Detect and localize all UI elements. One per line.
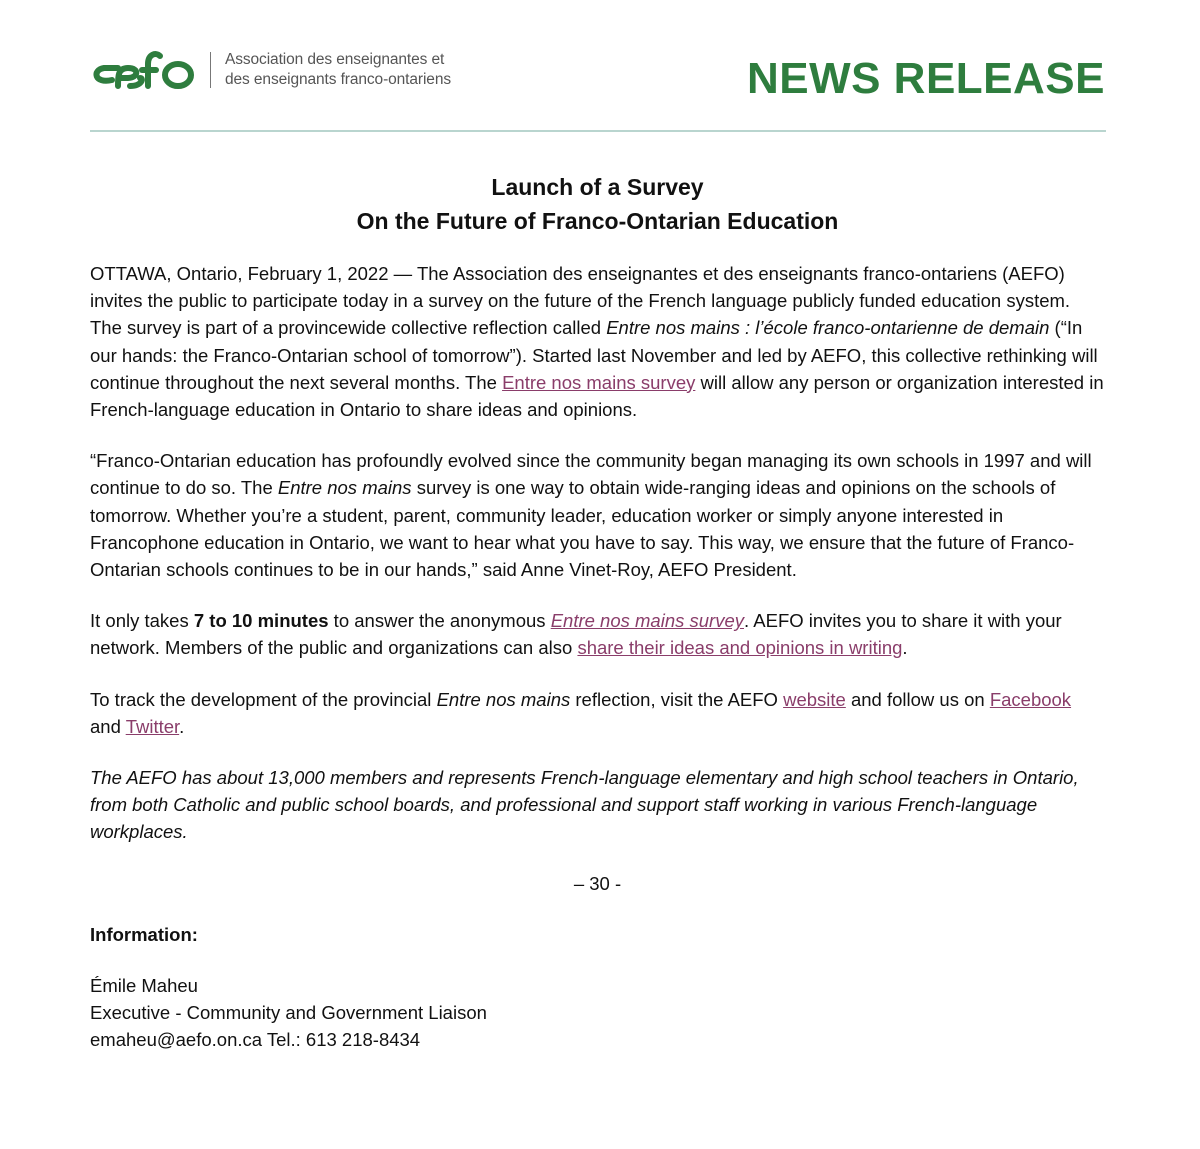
italic-text: Entre nos mains: [436, 688, 571, 710]
text: survey is one way to obtain wide-ranging ideas and opinions on the schools of tomorrow. Whether you’re a student, parent, community leader, education worker or simply anyone interested in Francophone education in Ontario, we want to hear what you have to say. This way, we ensure that the future of Franco-Ontarian schools continues to be in our hands,” said Anne Vinet-Roy, AEFO President.: [90, 477, 1075, 581]
text: (“In our hands: the Franco-Ontarian school of tomorrow”). Started last November and led by AEFO, this collective rethinking will continue throughout the next several months. The: [90, 317, 1098, 393]
text: to answer the anonymous: [328, 610, 551, 632]
bold-text: 7 to 10 minutes: [193, 610, 329, 632]
facebook-link[interactable]: Facebook: [989, 688, 1072, 710]
paragraph-about: [90, 764, 1105, 846]
text: It only takes: [90, 610, 194, 632]
text: To track the development of the provincial: [90, 688, 437, 710]
logo-separator: [210, 52, 211, 88]
aefo-logo-icon: [90, 48, 198, 92]
share-ideas-link[interactable]: share their ideas and opinions in writing: [577, 637, 903, 659]
survey-link[interactable]: Entre nos mains survey: [502, 371, 696, 393]
contact-block: [90, 972, 1105, 1054]
headline-line-2: On the Future of Franco-Ontarian Education: [356, 208, 839, 234]
italic-text: Entre nos mains : l’école franco-ontarienne de demain: [606, 317, 1050, 339]
contact-role: Executive - Community and Government Liaison: [90, 1002, 487, 1024]
release-body: [90, 260, 1105, 1078]
text: . AEFO invites you to share it with your network. Members of the public and organizations can also: [90, 610, 1062, 659]
text: reflection, visit the AEFO: [570, 688, 784, 710]
paragraph-survey-time: [90, 607, 1105, 661]
news-release-title: NEWS RELEASE: [746, 54, 1105, 103]
aefo-logo: [90, 48, 451, 92]
text: .: [902, 637, 908, 659]
text: and: [90, 715, 126, 737]
website-link[interactable]: website: [783, 688, 846, 710]
org-name-line-1: Association des enseignantes et: [225, 51, 445, 68]
closing-mark: – 30 -: [573, 872, 622, 894]
about-text: The AEFO has about 13,000 members and represents French-language elementary and high school teachers in Ontario, from both Catholic and public school boards, and professional and support staff working in various French-language workplaces.: [90, 767, 1079, 843]
italic-text: Entre nos mains: [277, 477, 412, 499]
text: “Franco-Ontarian education has profoundly evolved since the community began managing its own schools in 1997 and will continue to do so. The: [90, 450, 1092, 499]
information-heading: Information:: [90, 923, 198, 945]
headline: [90, 170, 1105, 238]
paragraph-intro: [90, 260, 1105, 423]
contact-name: Émile Maheu: [90, 975, 198, 997]
text: will allow any person or organization interested in French-language education in Ontario to share ideas and opinions.: [90, 371, 1104, 421]
text: OTTAWA, Ontario, February 1, 2022 — The Association des enseignantes et des enseignants franco-ontariens (AEFO) invites the public to participate today in a survey on the future of the French language publicly funded education system. The survey is part of a provincewide collective reflection called: [90, 263, 1071, 339]
paragraph-quote: [90, 447, 1105, 583]
text: and follow us on: [845, 688, 990, 710]
twitter-link[interactable]: Twitter: [125, 715, 180, 737]
text: .: [179, 715, 185, 737]
survey-link-2[interactable]: Entre nos mains survey: [550, 610, 744, 632]
header-divider: [90, 130, 1106, 132]
headline-line-1: Launch of a Survey: [491, 174, 704, 200]
organization-name: [225, 50, 451, 90]
paragraph-follow: [90, 686, 1105, 740]
header: [90, 48, 1105, 108]
org-name-line-2: des enseignants franco-ontariens: [225, 71, 452, 88]
contact-details: emaheu@aefo.on.ca Tel.: 613 218-8434: [90, 1029, 421, 1051]
